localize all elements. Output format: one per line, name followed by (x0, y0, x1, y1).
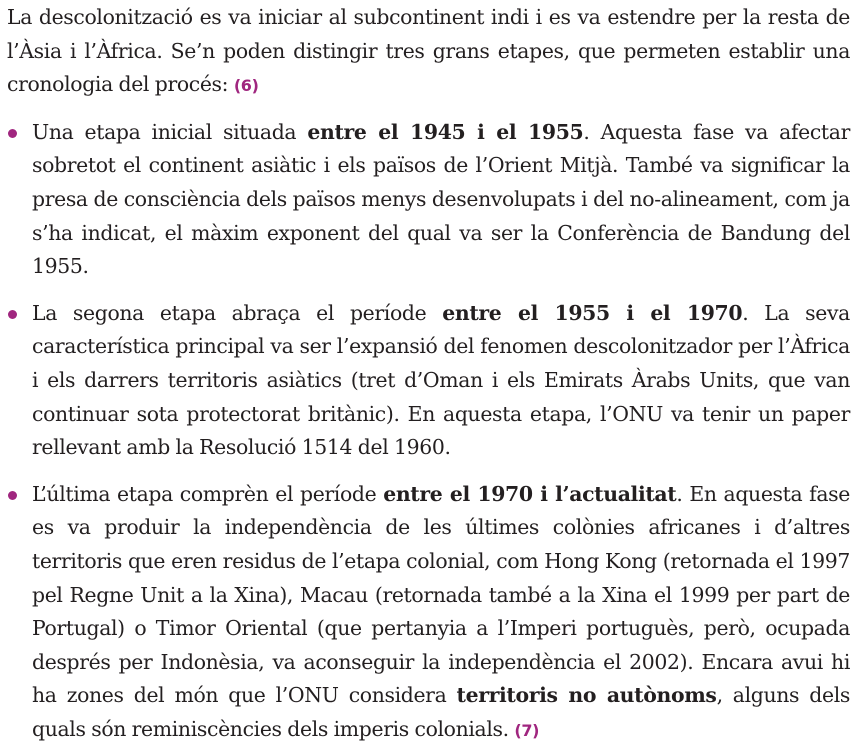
stage-2-period: entre el 1955 i el 1970 (442, 300, 743, 325)
stages-list (7, 116, 850, 747)
bullet-icon (8, 129, 17, 138)
intro-paragraph (7, 1, 850, 103)
stage-item-1 (7, 116, 850, 284)
stage-3-text-middle: . En aquesta fase es va produir la independència de les últimes colònies africanes i d’altres territoris que eren residus de l’etapa colonial, com Hong Kong (retornada el 1997 pel Regne Unit a la Xina), Macau (retornada també a la Xina el 1999 per part de Portugal) o Timor Oriental (que pertanyia a l’Imperi portuguès, però, ocupada després per Indonèsia, va aconseguir la independència el 2002). Encara avui hi ha zones del món que l’ONU considera (32, 481, 851, 708)
stage-3-text-end: , alguns dels quals són reminiscències dels imperis colonials. (32, 683, 850, 741)
stage-3-period: entre el 1970 i l’actualitat (383, 481, 677, 506)
stage-3-text-start: L’última etapa comprèn el període (32, 481, 384, 506)
stage-3-key-term: territoris no autònoms (456, 683, 717, 708)
intro-text: La descolonització es va iniciar al subcontinent indi i es va estendre per la resta de l’Àsia i l’Àfrica. Se’n poden distingir tres grans etapes, que permeten establir una cronologia del procés: (7, 5, 850, 97)
stage-item-2 (7, 297, 850, 465)
stage-1-text-start: Una etapa inicial situada (32, 119, 308, 144)
bullet-icon (8, 310, 17, 319)
footnote-ref-7[interactable]: (7) (514, 720, 540, 740)
stage-2-text-start: La segona etapa abraça el període (32, 300, 443, 325)
stage-item-3 (7, 478, 850, 747)
document-page (7, 0, 850, 747)
stage-1-period: entre el 1945 i el 1955 (307, 119, 584, 144)
stage-2-text-end: . La seva característica principal va ser l’expansió del fenomen descolonitzador per l’Àfrica i els darrers territoris asiàtics (tret d’Oman i els Emirats Àrabs Units, que van continuar sota protectorat britànic). En aquesta etapa, l’ONU va tenir un paper rellevant amb la Resolució 1514 del 1960. (32, 300, 850, 460)
stage-1-text-end: . Aquesta fase va afectar sobretot el continent asiàtic i els països de l’Orient Mitjà. També va significar la presa de consciència dels països menys desenvolupats i del no-alineament, com ja s’ha indicat, el màxim exponent del qual va ser la Conferència de Bandung del 1955. (32, 119, 850, 279)
bullet-icon (8, 491, 17, 500)
footnote-ref-6[interactable]: (6) (233, 76, 259, 96)
